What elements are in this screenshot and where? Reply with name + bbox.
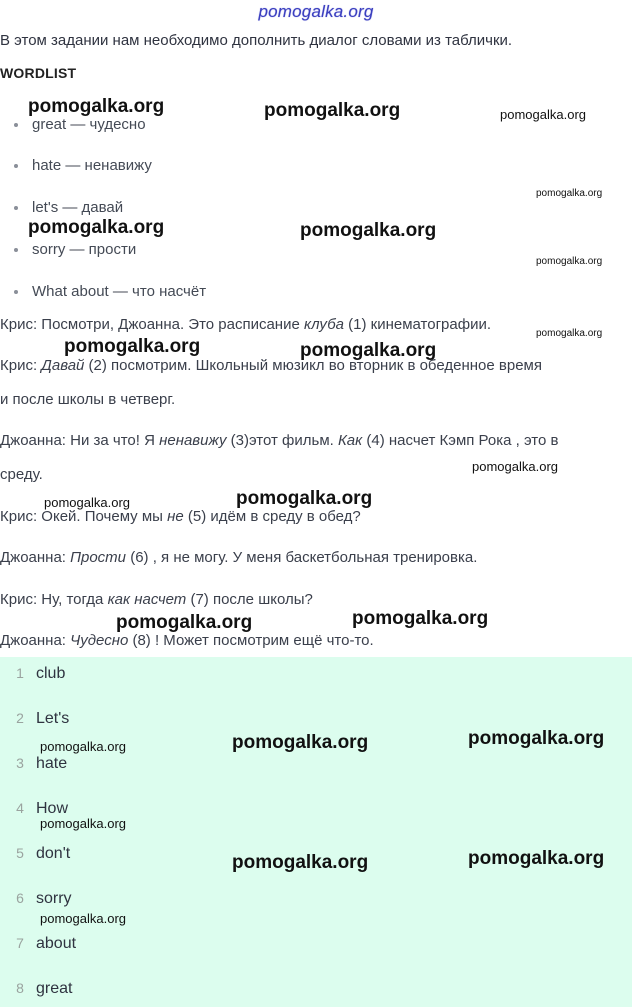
intro-text: В этом задании нам необходимо дополнить диалог словами из таблички. (0, 32, 513, 49)
bullet-icon (14, 248, 18, 252)
wordlist-item (14, 157, 152, 174)
watermark: pomogalka.org (28, 217, 165, 238)
wordlist-item (14, 116, 146, 133)
wordlist-item (14, 199, 123, 216)
watermark: pomogalka.org (40, 911, 126, 926)
answer-word: don't (36, 845, 71, 862)
answer-number: 6 (16, 890, 24, 906)
watermark: pomogalka.org (352, 608, 489, 629)
watermark: pomogalka.org (536, 256, 603, 267)
watermark: pomogalka.org (232, 732, 369, 753)
wordlist-item-text: great — чудесно (32, 116, 146, 133)
answer-word: hate (36, 755, 68, 772)
answer-word: sorry (36, 890, 72, 907)
watermark: pomogalka.org (116, 612, 253, 633)
watermark: pomogalka.org (40, 739, 126, 754)
answer-word: Let's (36, 710, 70, 727)
watermark: pomogalka.org (64, 336, 201, 357)
watermark: pomogalka.org (40, 816, 126, 831)
dialogue-line: Крис: Ну, тогда как насчет (7) после школы? (0, 591, 313, 608)
watermark: pomogalka.org (500, 107, 586, 122)
answer-number: 3 (16, 755, 24, 771)
bullet-icon (14, 206, 18, 210)
bullet-icon (14, 290, 18, 294)
wordlist-heading: WORDLIST (0, 65, 77, 81)
wordlist-item-text: hate — ненавижу (32, 157, 152, 174)
dialogue-line: Крис: Посмотри, Джоанна. Это расписание клуба (1) кинематографии. (0, 316, 491, 333)
watermark: pomogalka.org (536, 328, 603, 339)
watermark: pomogalka.org (28, 96, 165, 117)
answer-number: 1 (16, 665, 24, 681)
bullet-icon (14, 123, 18, 127)
watermark: pomogalka.org (468, 848, 605, 869)
site-logo[interactable]: pomogalka.org (258, 2, 374, 21)
watermark: pomogalka.org (300, 340, 437, 361)
watermark: pomogalka.org (264, 100, 401, 121)
answer-word: club (36, 665, 66, 682)
dialogue-line: Джоанна: Ни за что! Я ненавижу (3)этот фильм. Как (4) насчет Кэмп Рока , это в (0, 432, 559, 449)
bullet-icon (14, 164, 18, 168)
answer-word: about (36, 935, 77, 952)
watermark: pomogalka.org (468, 728, 605, 749)
watermark: pomogalka.org (300, 220, 437, 241)
wordlist-item (14, 283, 206, 300)
answer-word: great (36, 980, 73, 997)
answer-number: 5 (16, 845, 24, 861)
answer-number: 2 (16, 710, 24, 726)
answer-number: 8 (16, 980, 24, 996)
dialogue-line: Джоанна: Прости (6) , я не могу. У меня баскетбольная тренировка. (0, 549, 478, 566)
dialogue-line: Крис: Давай (2) посмотрим. Школьный мюзикл во вторник в обеденное время (0, 357, 542, 374)
dialogue-line: Джоанна: Чудесно (8) ! Может посмотрим ещё что-то. (0, 632, 374, 649)
answer-number: 7 (16, 935, 24, 951)
dialogue-line: и после школы в четверг. (0, 391, 176, 408)
wordlist-item (14, 241, 136, 258)
dialogue-line: среду. (0, 466, 43, 483)
wordlist-item-text: sorry — прости (32, 241, 137, 258)
answers-panel (0, 657, 632, 1007)
wordlist-item-text: let's — давай (32, 199, 124, 216)
watermark: pomogalka.org (236, 488, 373, 509)
watermark: pomogalka.org (536, 188, 603, 199)
watermark: pomogalka.org (472, 459, 558, 474)
answer-word: How (36, 800, 69, 817)
watermark: pomogalka.org (232, 852, 369, 873)
dialogue-line: Крис: Окей. Почему мы не (5) идём в среду в обед? (0, 508, 361, 525)
wordlist-item-text: What about — что насчёт (32, 283, 207, 300)
answer-number: 4 (16, 800, 24, 816)
watermark: pomogalka.org (44, 495, 130, 510)
